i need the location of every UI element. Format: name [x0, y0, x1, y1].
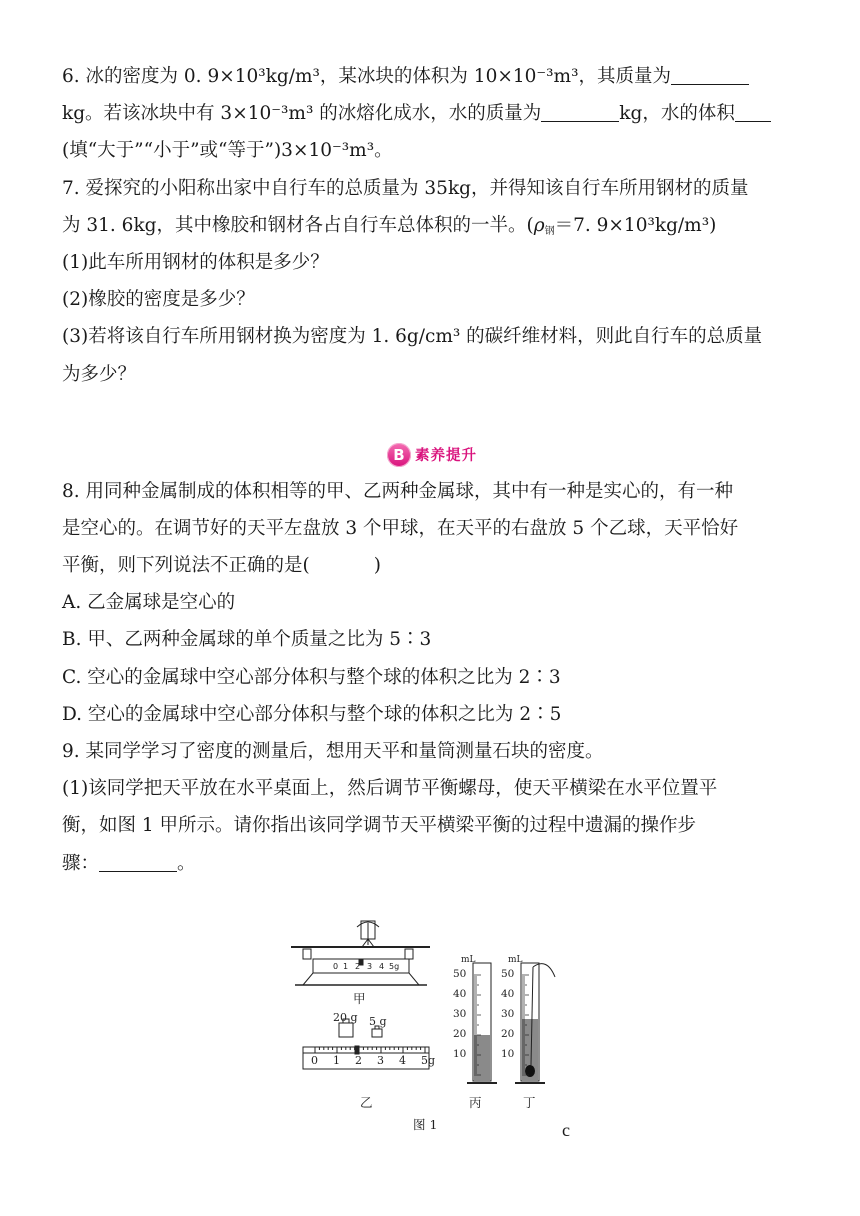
ruler-label: 3 — [377, 1054, 384, 1067]
q6-blank-volume[interactable] — [735, 102, 771, 122]
ruler-label: 1 — [333, 1054, 340, 1067]
q7-text-2b: ＝7. 9×10³kg/m³) — [554, 214, 717, 236]
section-label — [387, 443, 477, 467]
q6-blank-water-mass[interactable] — [541, 102, 619, 122]
q8-line-2 — [62, 510, 802, 547]
q8-option-b[interactable] — [62, 621, 802, 658]
q8-option-d-text: D. 空心的金属球中空心部分体积与整个球的体积之比为 2∶5 — [62, 703, 562, 725]
cyl-scale-label: 30 — [453, 1008, 467, 1020]
cyl-unit-ding: mL — [508, 955, 523, 965]
label-ding: 丁 — [523, 1095, 536, 1110]
ruler-label: 0 — [311, 1054, 318, 1067]
cyl-scale-label: 20 — [453, 1028, 467, 1040]
weight-5g-label: 5 g — [369, 1015, 387, 1028]
svg-text:3: 3 — [367, 962, 373, 971]
q8-text-1: 8. 用同种金属制成的体积相等的甲、乙两种金属球，其中有一种是实心的，有一种 — [62, 480, 734, 502]
q8-text-3b: ) — [373, 555, 381, 577]
weights-icon — [303, 1019, 429, 1069]
q8-text-2: 是空心的。在调节好的天平左盘放 3 个甲球，在天平的右盘放 5 个乙球，天平恰好 — [62, 517, 739, 539]
q9-sub-1-line-2 — [62, 807, 802, 844]
q7-sub-3-cont — [62, 356, 802, 393]
q7-sub-1-text: (1)此车所用钢材的体积是多少？ — [62, 251, 329, 273]
cyl-scale-label: 40 — [453, 988, 467, 1000]
cyl-scale-label: 30 — [501, 1008, 515, 1020]
q8-option-c[interactable] — [62, 659, 802, 696]
q7-sub-3 — [62, 318, 802, 355]
q7-line-2 — [62, 207, 802, 244]
svg-text:0: 0 — [333, 962, 339, 971]
q7-text-2a: 为 31. 6kg，其中橡胶和钢材各占自行车总体积的一半。( — [62, 214, 534, 236]
q8-option-a[interactable] — [62, 584, 802, 621]
q8-option-a-text: A. 乙金属球是空心的 — [62, 592, 236, 614]
q6-line-1 — [62, 58, 802, 95]
q9-sub-1-line-1 — [62, 770, 802, 807]
balance-scale-icon — [291, 921, 430, 985]
measuring-cylinder-stone-icon — [515, 963, 555, 1083]
q6-text-2b: kg，水的体积 — [619, 103, 735, 125]
balance-ruler-ticks — [333, 962, 399, 971]
figure-1-drawing — [285, 915, 585, 1145]
q6-text-1: 6. 冰的密度为 0. 9×10³kg/m³，某冰块的体积为 10×10⁻³m³，其质量为 — [62, 66, 672, 87]
label-bing: 丙 — [469, 1095, 482, 1110]
q8-option-b-text: B. 甲、乙两种金属球的单个质量之比为 5∶3 — [62, 629, 432, 651]
label-jia: 甲 — [353, 991, 366, 1006]
q7-sub-1 — [62, 244, 802, 281]
cyl-scale-label: 50 — [501, 968, 515, 980]
svg-text:4: 4 — [379, 962, 385, 971]
ruler-label: 4 — [399, 1054, 406, 1067]
svg-text:5g: 5g — [389, 962, 400, 971]
q7-text-1: 7. 爱探究的小阳称出家中自行车的总质量为 35kg，并得知该自行车所用钢材的质量 — [62, 177, 749, 199]
cyl-scale-label: 50 — [453, 968, 467, 980]
q6-blank-mass[interactable] — [671, 65, 749, 85]
cyl-unit-bing: mL — [461, 955, 476, 965]
weight-20g-label: 20 g — [333, 1011, 358, 1024]
worksheet-page — [62, 58, 802, 882]
q7-sub-3-text-a: (3)若将该自行车所用钢材换为密度为 1. 6g/cm³ 的碳纤维材料，则此自行车的总质量 — [62, 326, 763, 348]
figure-1 — [285, 915, 585, 1145]
q6-text-2a: kg。若该冰块中有 3×10⁻³m³ 的冰熔化成水，水的质量为 — [62, 103, 542, 125]
q7-line-1 — [62, 170, 802, 207]
q6-text-3: (填“大于”“小于”或“等于”)3×10⁻³m³。 — [62, 140, 393, 162]
q9-sub-1-end: 。 — [177, 852, 196, 874]
q7-sub-2-text: (2)橡胶的密度是多少？ — [62, 289, 255, 311]
svg-text:1: 1 — [343, 962, 349, 971]
label-yi: 乙 — [360, 1095, 373, 1110]
q8-line-3 — [62, 547, 802, 584]
svg-text:2: 2 — [355, 962, 361, 971]
q9-sub-1-text-c: 骤： — [62, 852, 100, 874]
q6-line-3 — [62, 132, 802, 169]
q9-sub-1-text-a: (1)该同学把天平放在水平桌面上，然后调节平衡螺母，使天平横梁在水平位置平 — [62, 778, 718, 800]
q8-line-1 — [62, 473, 802, 510]
section-title: 素养提升 — [415, 448, 477, 465]
q9-line-1 — [62, 733, 802, 770]
q9-sub-1-line-3 — [62, 845, 802, 882]
q9-text-1: 9. 某同学学习了密度的测量后，想用天平和量筒测量石块的密度。 — [62, 741, 604, 762]
rho-subscript: 钢 — [544, 225, 555, 237]
q7-sub-2 — [62, 281, 802, 318]
cyl-scale-label: 10 — [453, 1048, 467, 1060]
cyl-scale-label: 10 — [501, 1048, 515, 1060]
q8-text-3a: 平衡，则下列说法不正确的是( — [62, 555, 310, 577]
q8-option-d[interactable] — [62, 696, 802, 733]
ruler-label: 5g — [421, 1054, 436, 1067]
q9-sub-1-text-b: 衡，如图 1 甲所示。请你指出该同学调节天平横梁平衡的过程中遗漏的操作步 — [62, 815, 697, 837]
figure-caption: 图 1 — [413, 1117, 438, 1132]
cyl-scale-label: 40 — [501, 988, 515, 1000]
rho-symbol: ρ — [533, 214, 545, 236]
ruler-label: 2 — [355, 1054, 362, 1067]
measuring-cylinder-empty-icon — [467, 963, 497, 1083]
cyl-scale-label: 20 — [501, 1028, 515, 1040]
section-badge-icon: B — [387, 443, 411, 467]
q7-sub-3-text-b: 为多少？ — [62, 363, 137, 385]
q8-option-c-text: C. 空心的金属球中空心部分体积与整个球的体积之比为 2∶3 — [62, 666, 561, 688]
stray-mark: c — [562, 1120, 570, 1140]
section-header — [62, 393, 802, 473]
q6-line-2 — [62, 95, 802, 132]
q9-blank-step[interactable] — [99, 851, 177, 871]
